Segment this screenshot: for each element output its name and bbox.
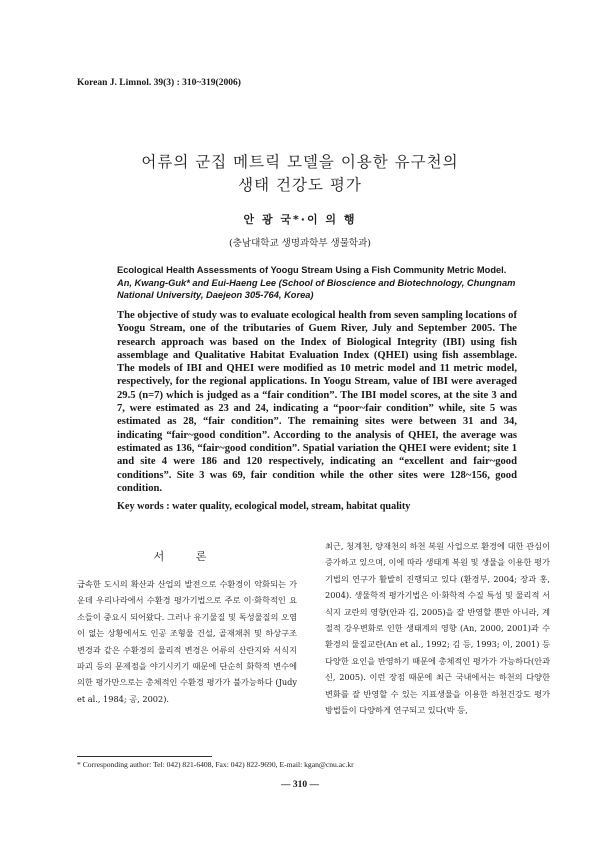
korean-title-line2: 생태 건강도 평가 bbox=[238, 176, 362, 194]
section-heading-introduction: 서 론 bbox=[153, 550, 221, 563]
footnote: * Corresponding author: Tel: 042) 821-6408, Fax: 042) 822-9690, E-mail: kgan@cnu.ac.kr bbox=[77, 760, 354, 769]
english-title-block bbox=[117, 264, 517, 302]
abstract: The objective of study was to evaluate ecological health from seven sampling locations of Yoogu Stream, one of the tributaries of Guem River, July and September 2005. The research approach was based on the Index of Biological Integrity (IBI) using fish assemblage and Qualitative Habitat Evaluation Index (QHEI) using fish assemblage. The models of IBI and QHEI were modified as 10 metric model and 11 metric model, respectively, for the regional applications. In Yoogu Stream, value of IBI were averaged 29.5 (n=7) which is judged as a “fair condition”. The IBI model scores, at the site 3 and 7, were estimated as 23 and 24, indicating a “poor~fair condition” while, site 5 was estimated as 28, “fair condition”. The remaining sites were between 31 and 34, indicating “fair~good condition”. According to the analysis of QHEI, the average was estimated as 136, “fair~good condition”. Spatial variation the QHEI were evident; site 1 and site 4 were 186 and 120 respectively, indicating an “excellent and fair~good conditions”. Site 3 was 69, fair condition while the other sites were 128~156, good condition. bbox=[117, 310, 517, 494]
english-authors-affiliation: An, Kwang-Guk* and Eui-Haeng Lee (School of Bioscience and Biotechnology, Chungnam National University, Daejeon 305-764, Korea) bbox=[117, 277, 516, 301]
right-column-body: 최근, 청계천, 양재천의 하천 복원 사업으로 환경에 대한 관심이 증가하고 있으며, 이에 따라 생태계 복원 및 생물을 이용한 평가기법의 연구가 활발히 진행되고 있다 (환경부, 2004; 장과 홍, 2004). 생물학적 평가기법은 이·화학적 수질 특성 및 물리적 서식지 교란의 영향(안과 김, 2005)을 잘 반영할 뿐만 아니라, 계절적 강우변화로 인한 생태계의 영향 (An, 2000, 2001)과 수환경의 물질교란(An et al., 1992; 김 등, 1993; 이, 2001) 등 다양한 요인을 반영하기 때문에 총체적인 평가가 가능하다(안과 신, 2005). 이런 장점 때문에 최근 국내에서는 하천의 다양한 변화를 잘 반영할 수 있는 지표생물을 이용한 하천건강도 평가 방법들이 다양하게 연구되고 있다(박 등, bbox=[325, 541, 550, 716]
affiliation: (충남대학교 생명과학부 생물학과) bbox=[229, 238, 371, 249]
journal-reference: Korean J. Limnol. 39(3) : 310~319(2006) bbox=[77, 78, 241, 88]
footnote-divider bbox=[77, 756, 212, 757]
authors: 안 광 국*·이 의 행 bbox=[243, 213, 357, 226]
korean-title-line1: 어류의 군집 메트릭 모델을 이용한 유구천의 bbox=[141, 153, 459, 171]
keywords: Key words : water quality, ecological model, stream, habitat quality bbox=[117, 501, 411, 512]
english-title: Ecological Health Assessments of Yoogu Stream Using a Fish Community Metric Model. bbox=[117, 265, 507, 275]
left-column-body: 급속한 도시의 확산과 산업의 발전으로 수환경이 악화되는 가운데 우리나라에서 수환경 평가기법으로 주로 이·화학적인 요소들이 중요시 되어왔다. 그러나 유기물질 및 독성물질의 오염이 없는 상황에서도 인공 조형물 건설, 골재채취 및 하상구조 변경과 같은 수환경의 물리적 변경은 어류의 산란지와 서식지 파괴 등의 문제점을 야기시키기 때문에 단순히 화학적 변수에 의한 평가만으로는 총체적인 수환경 평가가 불가능하다 (Judy et al., 1984; 공, 2002). bbox=[77, 579, 297, 704]
page-number: — 310 — bbox=[281, 780, 319, 790]
